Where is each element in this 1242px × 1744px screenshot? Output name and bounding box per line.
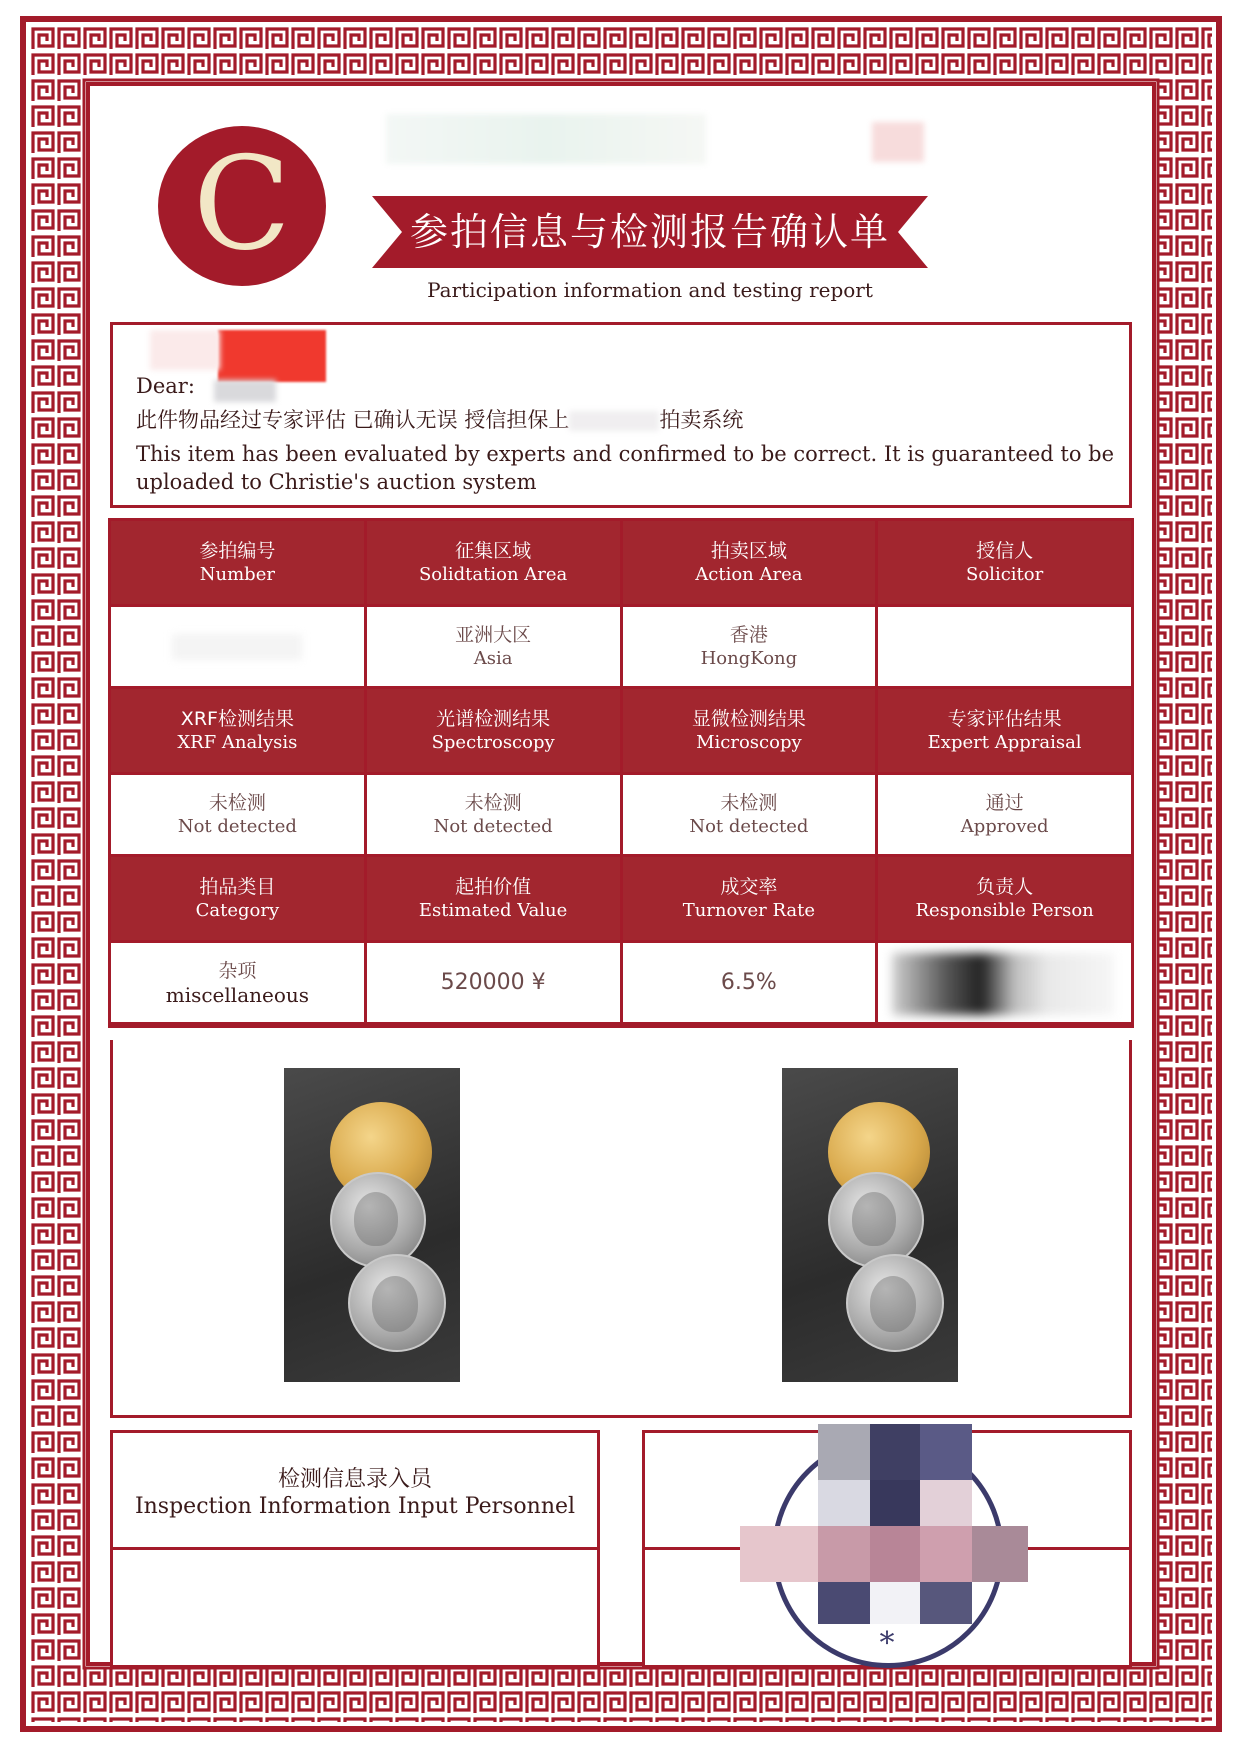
category-cn: 杂项 bbox=[218, 959, 257, 982]
cell-en: Not detected bbox=[177, 815, 297, 837]
stamp-mosaic-redaction bbox=[740, 1424, 1062, 1624]
value-action-area bbox=[623, 607, 879, 689]
cell-en: Estimated Value bbox=[418, 899, 568, 921]
cell-cn: 亚洲大区 bbox=[455, 623, 532, 646]
mosaic-tile bbox=[920, 1582, 972, 1624]
mosaic-tile bbox=[870, 1480, 920, 1530]
portrait-mark bbox=[852, 1192, 896, 1246]
table-row bbox=[111, 775, 1131, 857]
header-estimated-value bbox=[367, 857, 623, 943]
cell-en: Turnover Rate bbox=[682, 899, 816, 921]
value-solicitor bbox=[878, 607, 1131, 689]
mosaic-tile bbox=[870, 1424, 920, 1480]
table-row bbox=[111, 689, 1131, 775]
photo-area bbox=[110, 1040, 1132, 1418]
cell-en: Asia bbox=[473, 647, 513, 669]
cell-cn: 成交率 bbox=[720, 875, 778, 898]
inspection-label-en: Inspection Information Input Personnel bbox=[134, 1494, 576, 1519]
silver-coin bbox=[828, 1172, 924, 1268]
mosaic-tile bbox=[740, 1526, 818, 1582]
value-expert-appraisal bbox=[878, 775, 1131, 857]
cell-cn: 参拍编号 bbox=[199, 539, 276, 562]
cell-en: Expert Appraisal bbox=[927, 731, 1082, 753]
header-turnover-rate bbox=[623, 857, 879, 943]
value-category bbox=[111, 943, 367, 1025]
cell-cn: 授信人 bbox=[976, 539, 1034, 562]
redacted-recipient bbox=[214, 380, 276, 402]
header-solicitation-area bbox=[367, 521, 623, 607]
header-xrf bbox=[111, 689, 367, 775]
mosaic-tile bbox=[818, 1480, 870, 1530]
cell-en: XRF Analysis bbox=[177, 731, 298, 753]
cell-cn: 拍品类目 bbox=[199, 875, 276, 898]
cell-cn: 征集区域 bbox=[455, 539, 532, 562]
redacted-area-top bbox=[386, 114, 706, 164]
portrait-mark bbox=[372, 1276, 418, 1332]
page-title: 参拍信息与检测报告确认单 bbox=[409, 210, 890, 254]
header-solicitor bbox=[878, 521, 1131, 607]
cell-cn: 通过 bbox=[985, 791, 1024, 814]
value-turnover-rate bbox=[623, 943, 879, 1025]
silver-coin bbox=[330, 1172, 426, 1268]
cell-en: Solicitor bbox=[966, 563, 1044, 585]
mosaic-tile bbox=[818, 1526, 870, 1582]
cell-en: Solidtation Area bbox=[418, 563, 568, 585]
cell-cn: 负责人 bbox=[976, 875, 1034, 898]
cell-en: Responsible Person bbox=[915, 899, 1094, 921]
cell-cn: 专家评估结果 bbox=[947, 707, 1062, 730]
mosaic-tile bbox=[920, 1526, 972, 1582]
portrait-mark bbox=[354, 1192, 398, 1246]
message-cn-prefix: 此件物品经过专家评估 已确认无误 授信担保上 bbox=[136, 408, 570, 432]
portrait-mark bbox=[870, 1276, 916, 1332]
cell-en: Not detected bbox=[433, 815, 553, 837]
value-responsible-person bbox=[878, 943, 1131, 1025]
value-spectroscopy bbox=[367, 775, 623, 857]
redacted-area-top-right bbox=[872, 122, 924, 162]
cell-cn: 香港 bbox=[729, 623, 768, 646]
cell-cn: XRF检测结果 bbox=[180, 707, 294, 730]
cell-cn: 未检测 bbox=[208, 791, 266, 814]
cell-cn: 拍卖区域 bbox=[710, 539, 787, 562]
cell-cn: 未检测 bbox=[464, 791, 522, 814]
inspection-label-cn: 检测信息录入员 bbox=[277, 1467, 432, 1492]
silver-coin bbox=[348, 1254, 446, 1352]
category-en: miscellaneous bbox=[165, 982, 310, 1007]
divider bbox=[113, 1547, 597, 1550]
redacted-platform bbox=[569, 411, 659, 431]
value-solicitation-area bbox=[367, 607, 623, 689]
message-cn bbox=[136, 404, 743, 434]
cell-cn: 起拍价值 bbox=[455, 875, 532, 898]
message-en: This item has been evaluated by experts and confirmed to be correct. It is guaranteed to be uploaded to Christie's auction system bbox=[136, 442, 1115, 494]
cell-en: Number bbox=[199, 563, 275, 585]
redacted-name-faint bbox=[150, 330, 220, 370]
value-microscopy bbox=[623, 775, 879, 857]
cell-en: Category bbox=[195, 899, 280, 921]
value-xrf bbox=[111, 775, 367, 857]
cell-en: Approved bbox=[960, 815, 1049, 837]
page-subtitle: Participation information and testing report bbox=[427, 278, 873, 302]
redacted-number bbox=[172, 634, 302, 660]
cell-cn: 显微检测结果 bbox=[691, 707, 806, 730]
message-cn-suffix: 拍卖系统 bbox=[659, 408, 744, 432]
header-action-area bbox=[623, 521, 879, 607]
cell-en: HongKong bbox=[700, 647, 798, 669]
header-number bbox=[111, 521, 367, 607]
redacted-name-red bbox=[218, 330, 326, 382]
estimated-value: 520000 ¥ bbox=[440, 970, 546, 995]
signature-redaction bbox=[892, 953, 1114, 1015]
table-row bbox=[111, 943, 1131, 1025]
mosaic-tile bbox=[818, 1582, 870, 1624]
coin-photo-left bbox=[284, 1068, 460, 1382]
header-category bbox=[111, 857, 367, 943]
dear-label: Dear: bbox=[136, 374, 195, 398]
cell-cn: 光谱检测结果 bbox=[436, 707, 551, 730]
header-responsible-person bbox=[878, 857, 1131, 943]
silver-coin bbox=[846, 1254, 944, 1352]
value-number bbox=[111, 607, 367, 689]
cell-en: Microscopy bbox=[696, 731, 802, 753]
turnover-rate: 6.5% bbox=[720, 970, 777, 995]
mosaic-tile bbox=[920, 1480, 972, 1530]
mosaic-tile bbox=[972, 1526, 1028, 1582]
stamp-star-icon: * bbox=[879, 1626, 895, 1661]
mosaic-tile bbox=[920, 1424, 972, 1480]
logo-badge bbox=[158, 126, 326, 286]
cell-cn: 未检测 bbox=[720, 791, 778, 814]
coin-photo-right bbox=[782, 1068, 958, 1382]
header-spectroscopy bbox=[367, 689, 623, 775]
table-row bbox=[111, 857, 1131, 943]
cell-en: Not detected bbox=[689, 815, 809, 837]
cell-en: Spectroscopy bbox=[431, 731, 555, 753]
table-row bbox=[111, 607, 1131, 689]
header-microscopy bbox=[623, 689, 879, 775]
table-row bbox=[111, 521, 1131, 607]
value-estimated-value bbox=[367, 943, 623, 1025]
info-table bbox=[108, 518, 1134, 1028]
logo-letter: C bbox=[193, 130, 291, 279]
mosaic-tile bbox=[870, 1526, 920, 1582]
mosaic-tile bbox=[818, 1424, 870, 1480]
header-expert-appraisal bbox=[878, 689, 1131, 775]
cell-en: Action Area bbox=[695, 563, 803, 585]
mosaic-tile bbox=[870, 1582, 920, 1624]
